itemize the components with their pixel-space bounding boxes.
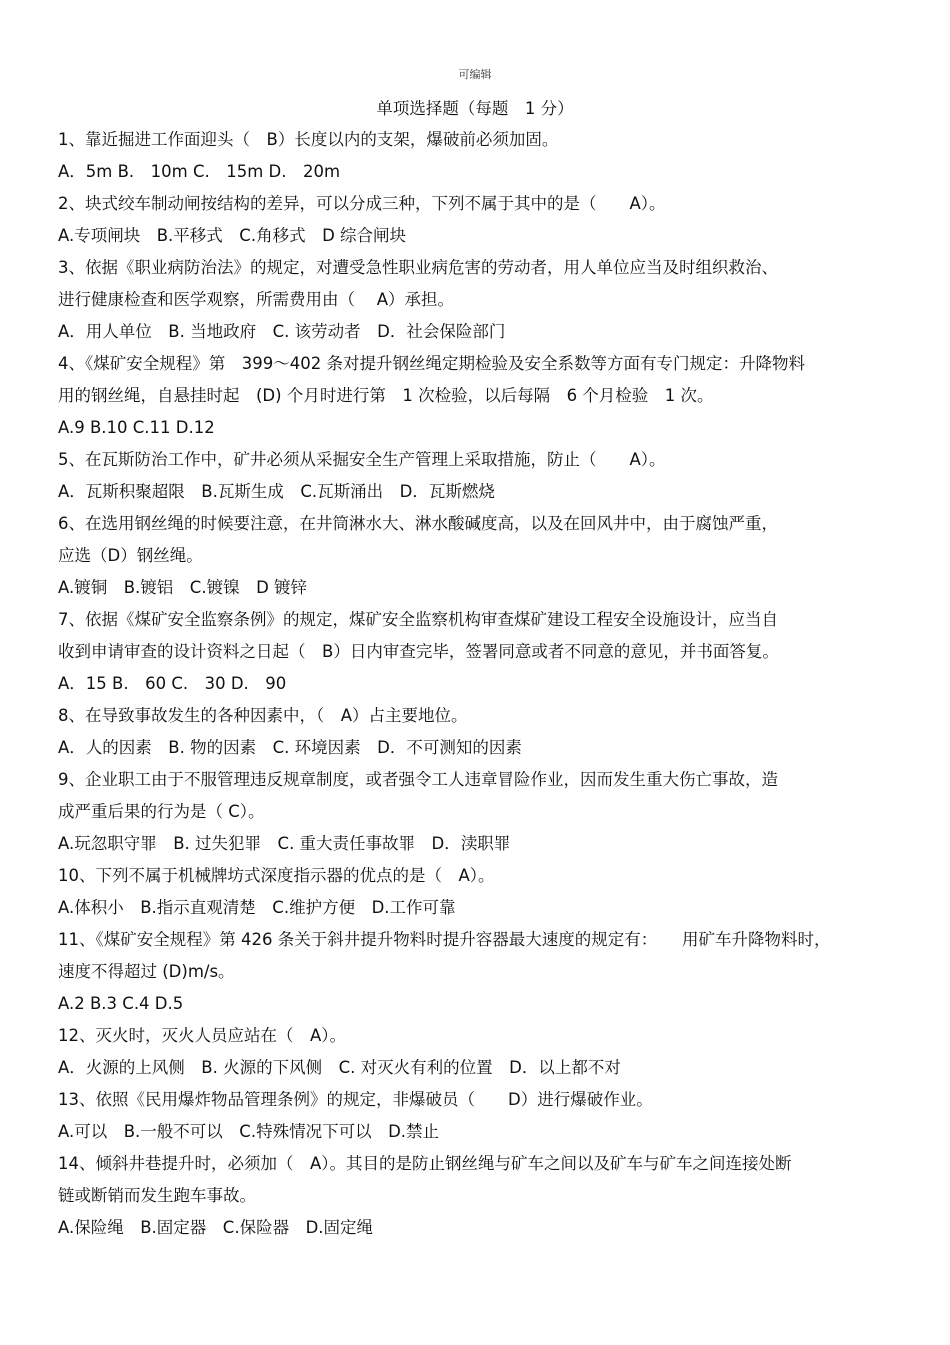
question-line: 13、依照《民用爆炸物品管理条例》的规定，非爆破员（ D）进行爆破作业。 — [58, 1090, 653, 1109]
question-line: 6、在选用钢丝绳的时候要注意，在井筒淋水大、淋水酸碱度高，以及在回风井中，由于腐蚀严重， — [58, 514, 778, 533]
question-line: 5、在瓦斯防治工作中，矿井必须从采掘安全生产管理上采取措施，防止（ A）。 — [58, 450, 666, 469]
question-line: 成严重后果的行为是（ C）。 — [58, 802, 265, 821]
options-line: A.专项闸块 B.平移式 C.角移式 D 综合闸块 — [58, 226, 407, 245]
question-line: 用的钢丝绳，自悬挂时起 (D) 个月时进行第 1 次检验，以后每隔 6 个月检验 1 次。 — [58, 386, 714, 405]
options-line: A.镀铜 B.镀铝 C.镀镍 D 镀锌 — [58, 578, 308, 597]
options-line: A．火源的上风侧 B. 火源的下风侧 C. 对灭火有利的位置 D．以上都不对 — [58, 1058, 621, 1077]
question-line: 进行健康检查和医学观察，所需费用由（ A）承担。 — [58, 290, 455, 309]
question-line: 12、灭火时，灭火人员应站在（ A）。 — [58, 1026, 347, 1045]
question-line: 11、《煤矿安全规程》第 426 条关于斜井提升物料时提升容器最大速度的规定有： 用矿车升降物料时， — [58, 930, 831, 949]
options-line: A.2 B.3 C.4 D.5 — [58, 994, 184, 1013]
options-line: A.保险绳 B.固定器 C.保险器 D.固定绳 — [58, 1218, 374, 1237]
question-line: 8、在导致事故发生的各种因素中，（ A）占主要地位。 — [58, 706, 468, 725]
question-line: 14、倾斜井巷提升时，必须加（ A）。其目的是防止钢丝绳与矿车之间以及矿车与矿车之间连接处断 — [58, 1154, 792, 1173]
question-line: 7、依据《煤矿安全监察条例》的规定，煤矿安全监察机构审查煤矿建设工程安全设施设计，应当自 — [58, 610, 778, 629]
question-line: 1、靠近掘进工作面迎头（ B）长度以内的支架，爆破前必须加固。 — [58, 130, 559, 149]
question-line: 3、依据《职业病防治法》的规定，对遭受急性职业病危害的劳动者，用人单位应当及时组织救治、 — [58, 258, 778, 277]
options-line: A．15 B. 60 C. 30 D. 90 — [58, 674, 287, 693]
options-line: A.9 B.10 C.11 D.12 — [58, 418, 215, 437]
question-line: 收到申请审查的设计资料之日起（ B）日内审查完毕，签署同意或者不同意的意见，并书面答复。 — [58, 642, 779, 661]
question-line: 10、下列不属于机械牌坊式深度指示器的优点的是（ A）。 — [58, 866, 495, 885]
question-line: 应选（D）钢丝绳。 — [58, 546, 203, 565]
question-line: 2、块式绞车制动闸按结构的差异，可以分成三种，下列不属于其中的是（ A）。 — [58, 194, 666, 213]
page-title: 单项选择题（每题 1 分） — [376, 99, 574, 118]
question-line: 速度不得超过 (D)m/s。 — [58, 962, 235, 981]
options-line: A.体积小 B.指示直观清楚 C.维护方便 D.工作可靠 — [58, 898, 456, 917]
page-header: 可编辑 — [458, 68, 492, 81]
options-line: A．5m B. 10m C. 15m D. 20m — [58, 162, 341, 181]
question-line: 4、《煤矿安全规程》第 399～402 条对提升钢丝绳定期检验及安全系数等方面有专门规定：升降物料 — [58, 354, 805, 373]
options-line: A．瓦斯积聚超限 B.瓦斯生成 C.瓦斯涌出 D．瓦斯燃烧 — [58, 482, 495, 501]
options-line: A.玩忽职守罪 B. 过失犯罪 C. 重大责任事故罪 D．渎职罪 — [58, 834, 511, 853]
options-line: A．用人单位 B. 当地政府 C. 该劳动者 D．社会保险部门 — [58, 322, 506, 341]
question-line: 链或断销而发生跑车事故。 — [58, 1186, 256, 1205]
question-line: 9、企业职工由于不服管理违反规章制度，或者强令工人违章冒险作业，因而发生重大伤亡事故，造 — [58, 770, 778, 789]
question-list — [58, 124, 938, 1244]
options-line: A.可以 B.一般不可以 C.特殊情况下可以 D.禁止 — [58, 1122, 440, 1141]
options-line: A．人的因素 B. 物的因素 C. 环境因素 D．不可测知的因素 — [58, 738, 522, 757]
